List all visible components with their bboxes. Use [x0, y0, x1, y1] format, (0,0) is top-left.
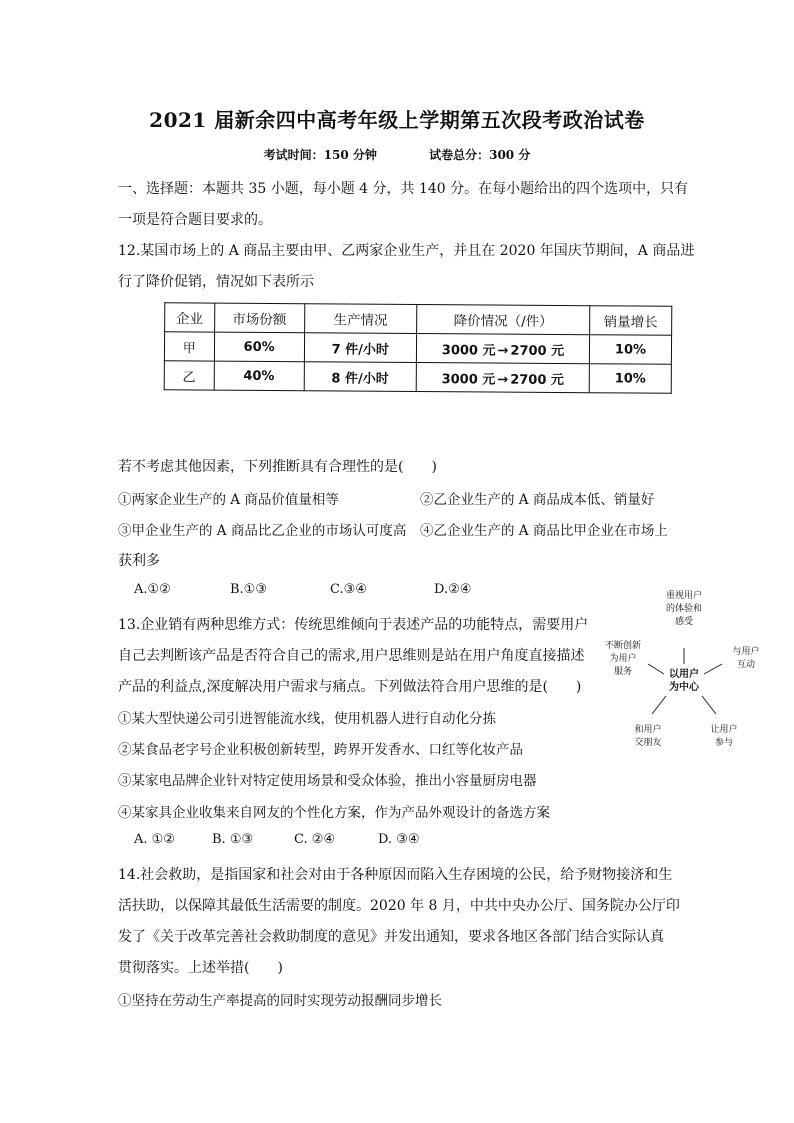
- price-from: 3000 元: [441, 342, 496, 359]
- table-cell: 8 件/小时: [304, 362, 417, 392]
- exam-title: 2021 届新余四中高考年级上学期第五次段考政治试卷: [149, 108, 645, 132]
- table-header: 生产情况: [304, 304, 417, 334]
- q13-statement-3: ③某家电品牌企业针对特定使用场景和受众体验，推出小容量厨房电器: [118, 773, 537, 789]
- section-instruction-line2: 一项是符合题目要求的。: [118, 212, 272, 228]
- price-to: 2700 元: [510, 372, 564, 388]
- table-header: 企业: [165, 303, 215, 332]
- q12-statement-4: ④乙企业生产的 A 商品比甲企业在市场上: [420, 523, 668, 539]
- exam-meta: [0, 146, 794, 163]
- user-centric-diagram: [596, 588, 772, 758]
- diagram-node-bottom-left: 和用户 交朋友: [634, 725, 662, 748]
- table-cell: 40%: [214, 361, 304, 391]
- exam-time: 考试时间：150 分钟: [263, 148, 377, 162]
- q13-option-d[interactable]: D. ③④: [378, 832, 420, 847]
- diagram-center: 以用户 为中心: [669, 669, 699, 693]
- price-to: 2700 元: [510, 343, 565, 359]
- price-from: 3000 元: [441, 371, 496, 388]
- table-header-row: [165, 303, 672, 336]
- arrow-right-icon: →: [497, 372, 509, 388]
- table-cell: [416, 333, 589, 363]
- table-header: 市场份额: [214, 303, 304, 333]
- table-cell: 10%: [589, 335, 671, 365]
- table-header: 销量增长: [590, 306, 672, 336]
- q14-stem-line2: 活扶助，以保障其最低生活需要的制度。2020 年 8 月，中共中央办公厅、国务院办公厅印: [118, 898, 680, 914]
- q12-option-a[interactable]: A.①②: [134, 582, 171, 597]
- table-cell: 乙: [164, 361, 214, 390]
- table-header: 降价情况（/件）: [417, 304, 590, 334]
- q13-statement-2: ②某食品老字号企业积极创新转型，跨界开发香水、口红等化妆产品: [118, 742, 523, 758]
- arrow-right-icon: →: [497, 343, 509, 359]
- q13-option-c[interactable]: C. ②④: [294, 832, 336, 847]
- q12-option-d[interactable]: D.②④: [434, 582, 472, 597]
- table-row: [164, 361, 671, 394]
- q13-option-b[interactable]: B. ①③: [212, 832, 254, 847]
- q14-stem-line4: 贯彻落实。上述举措( ): [118, 960, 283, 976]
- table-cell: 甲: [164, 332, 214, 361]
- diagram-node-left: 不断创新 为用户 服务: [604, 641, 641, 677]
- q14-stem-line1: 14.社会救助，是指国家和社会对由于各种原因而陷入生存困境的公民，给予财物接济和生: [118, 867, 673, 883]
- q12-option-b[interactable]: B.①③: [230, 582, 267, 597]
- q12-statement-3: ③甲企业生产的 A 商品比乙企业的市场认可度高: [118, 523, 407, 539]
- q13-statement-4: ④某家具企业收集来自网友的个性化方案，作为产品外观设计的备选方案: [118, 805, 550, 821]
- q13-stem-line2: 自己去判断该产品是否符合自己的需求,用户思维则是站在用户角度直接描述: [118, 648, 585, 664]
- table-row: [164, 332, 671, 365]
- q12-statement-1: ①两家企业生产的 A 商品价值量相等: [118, 492, 339, 508]
- diagram-node-bottom-right: 让用户 参与: [710, 725, 738, 748]
- table-cell: [416, 362, 589, 392]
- table-cell: 7 件/小时: [304, 333, 417, 363]
- q12-table: [164, 302, 673, 394]
- q12-option-c[interactable]: C.③④: [330, 582, 367, 597]
- q13-stem-line1: 13.企业销有两种思维方式：传统思维倾向于表述产品的功能特点，需要用户: [118, 617, 589, 633]
- table-cell: 60%: [214, 332, 304, 362]
- q12-statement-4-cont: 获利多: [118, 553, 160, 569]
- table-cell: 10%: [589, 364, 671, 394]
- diagram-node-right: 与用户 互动: [732, 647, 760, 670]
- q13-statement-1: ①某大型快递公司引进智能流水线，使用机器人进行自动化分拣: [118, 711, 496, 727]
- q12-question: 若不考虑其他因素，下列推断具有合理性的是( ): [118, 459, 437, 475]
- q14-stem-line3: 发了《关于改革完善社会救助制度的意见》并发出通知，要求各地区各部门结合实际认真: [118, 929, 664, 945]
- section-instruction-line1: 一、选择题：本题共 35 小题，每小题 4 分，共 140 分。在每小题给出的四个选项中，只有: [118, 181, 689, 197]
- q13-option-a[interactable]: A. ①②: [134, 832, 175, 847]
- q12-statement-2: ②乙企业生产的 A 商品成本低、销量好: [420, 492, 655, 508]
- q12-stem-line1: 12.某国市场上的 A 商品主要由甲、乙两家企业生产，并且在 2020 年国庆节期间，A 商品进: [118, 243, 695, 259]
- q13-stem-line3: 产品的利益点,深度解决用户需求与痛点。下列做法符合用户思维的是( ): [118, 679, 582, 695]
- diagram-node-top: 重视用户 的体验和 感受: [665, 591, 702, 627]
- exam-score: 试卷总分：300 分: [429, 148, 531, 162]
- q14-statement-1: ①坚持在劳动生产率提高的同时实现劳动报酬同步增长: [118, 993, 442, 1009]
- q12-stem-line2: 行了降价促销，情况如下表所示: [118, 274, 314, 290]
